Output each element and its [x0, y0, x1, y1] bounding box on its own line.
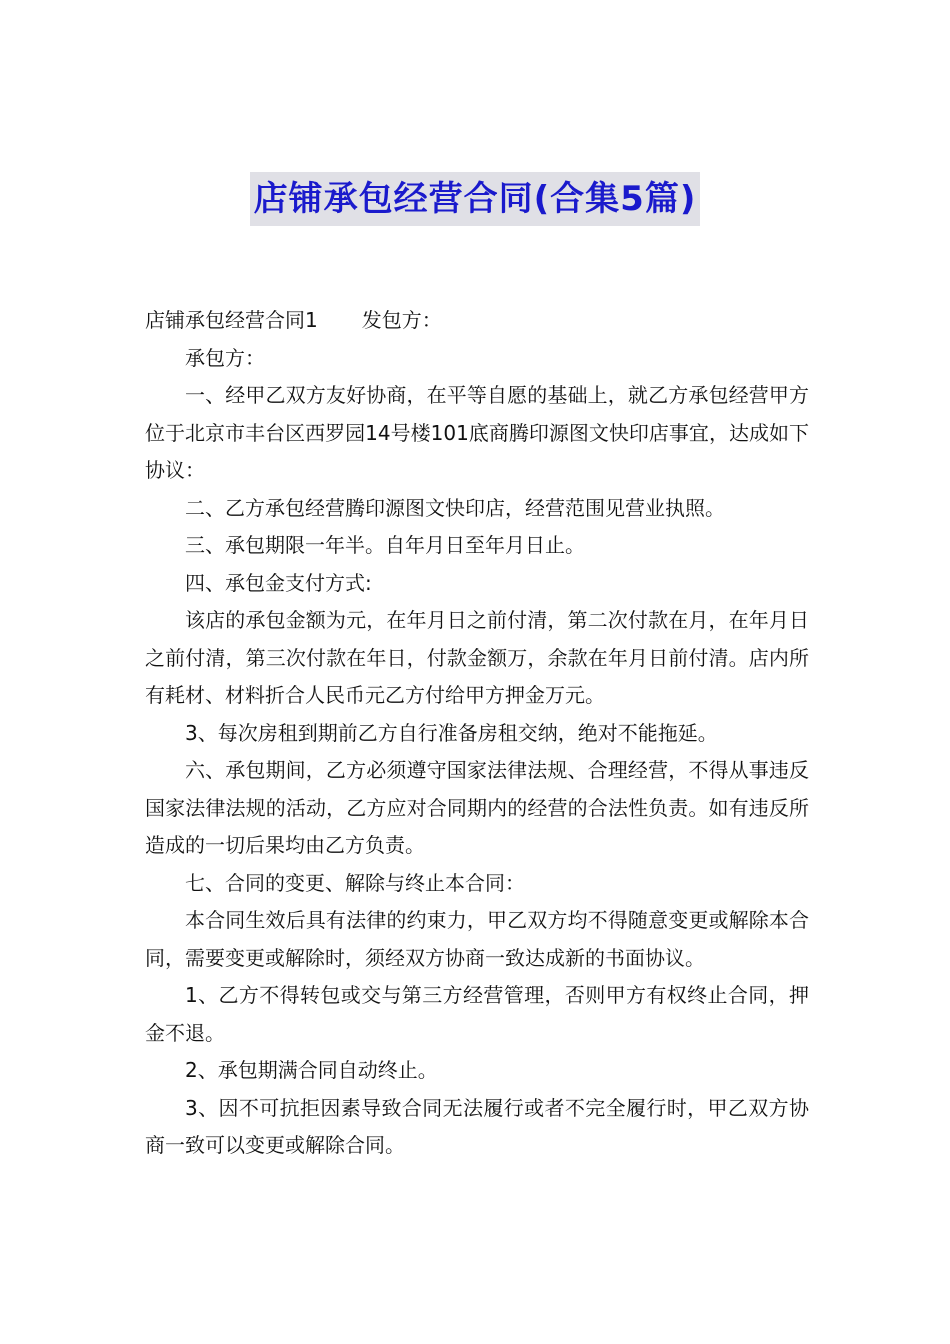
- issuer-label: 发包方：: [361, 308, 442, 332]
- paragraph-clause-7: 七、合同的变更、解除与终止本合同：: [185, 870, 525, 895]
- paragraph-contractor: 承包方：: [185, 345, 265, 370]
- title-container: [0, 172, 950, 226]
- paragraph-payment-details: 该店的承包金额为元，在年月日之前付清，第二次付款在月，在年月日之前付清，第三次付款在年日，付款金额万，余款在年月日前付清。店内所有耗材、材料折合人民币元乙方付给甲方押金万元。: [145, 608, 809, 707]
- heading-line: [145, 302, 809, 340]
- paragraph-binding-force: 本合同生效后具有法律的约束力，甲乙双方均不得随意变更或解除本合同，需要变更或解除时，须经双方协商一致达成新的书面协议。: [145, 908, 809, 970]
- paragraph-clause-4: 四、承包金支付方式:: [185, 570, 372, 595]
- paragraph-rent-item-3: 3、每次房租到期前乙方自行准备房租交纳，绝对不能拖延。: [185, 720, 718, 745]
- paragraph-clause-3: 三、承包期限一年半。自年月日至年月日止。: [185, 533, 585, 557]
- paragraph-termination-1: 1、乙方不得转包或交与第三方经营管理，否则甲方有权终止合同，押金不退。: [145, 983, 809, 1045]
- document-title: 店铺承包经营合同(合集5篇): [250, 172, 701, 226]
- paragraph-termination-2: 2、承包期满合同自动终止。: [185, 1058, 438, 1082]
- document-body: [145, 302, 809, 1165]
- paragraph-termination-3: 3、因不可抗拒因素导致合同无法履行或者不完全履行时，甲乙双方协商一致可以变更或解除合同。: [145, 1095, 809, 1157]
- contract-number-label: 店铺承包经营合同1: [145, 308, 318, 332]
- paragraph-clause-6: 六、承包期间，乙方必须遵守国家法律法规、合理经营，不得从事违反国家法律法规的活动，乙方应对合同期内的经营的合法性负责。如有违反所造成的一切后果均由乙方负责。: [145, 758, 809, 857]
- paragraph-clause-1: 一、经甲乙双方友好协商，在平等自愿的基础上，就乙方承包经营甲方位于北京市丰台区西罗园14号楼101底商腾印源图文快印店事宜，达成如下协议：: [145, 383, 809, 482]
- paragraph-clause-2: 二、乙方承包经营腾印源图文快印店，经营范围见营业执照。: [185, 495, 725, 520]
